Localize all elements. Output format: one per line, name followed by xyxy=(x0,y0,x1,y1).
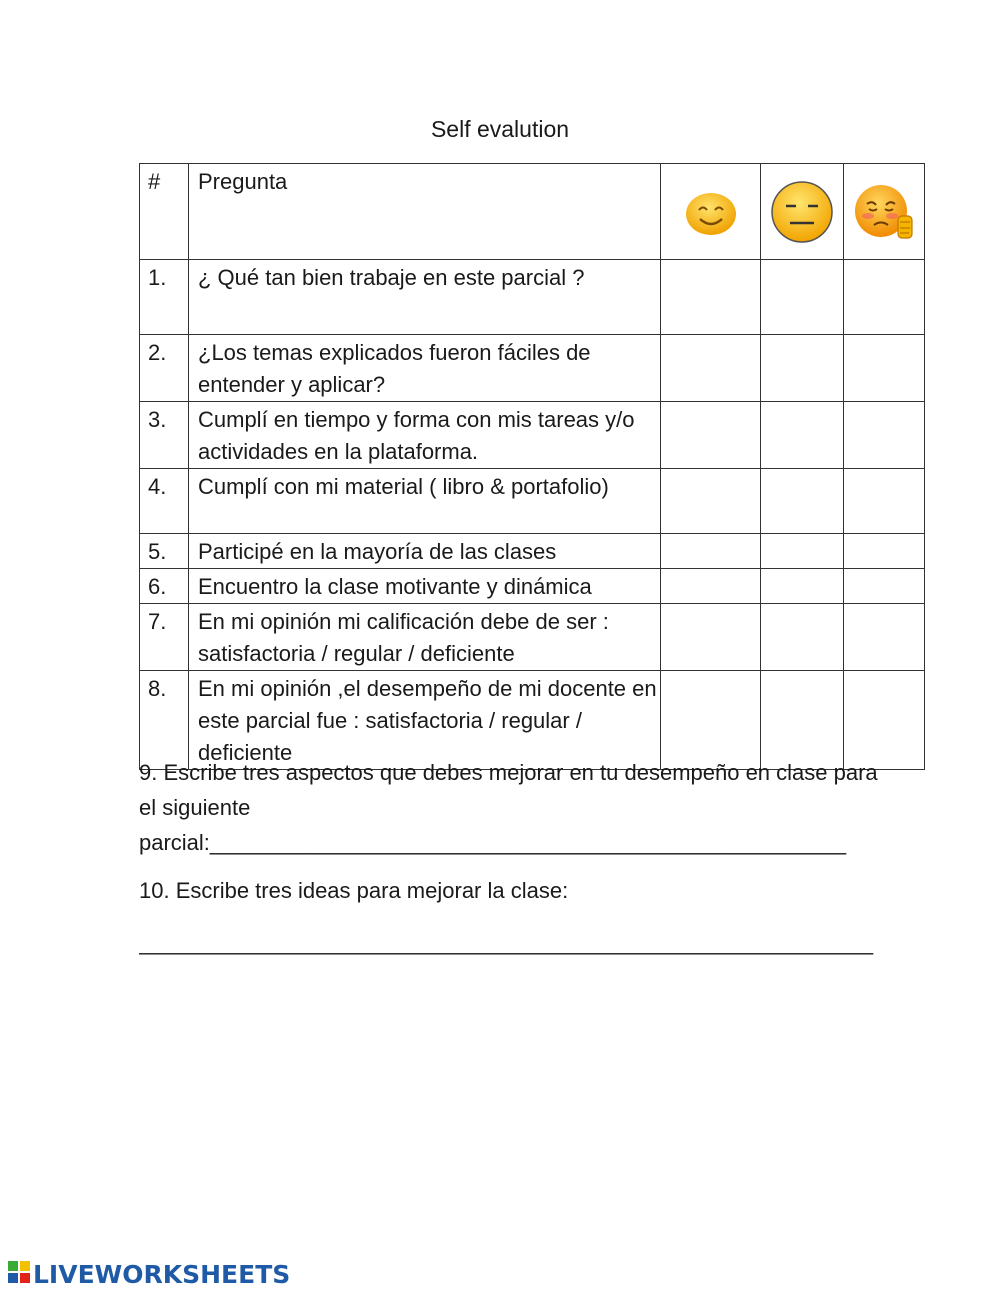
row-question: En mi opinión ,el desempeño de mi docente en este parcial fue : satisfactoria / regular / deficiente xyxy=(189,671,661,770)
row-number: 3. xyxy=(140,402,189,469)
row-question: Cumplí con mi material ( libro & portafolio) xyxy=(189,469,661,534)
answer-cell-neutral[interactable] xyxy=(761,469,844,534)
neutral-face-icon xyxy=(761,179,843,245)
table-row xyxy=(140,469,925,534)
row-number: 2. xyxy=(140,335,189,402)
table-row xyxy=(140,402,925,469)
row-number: 7. xyxy=(140,604,189,671)
header-face-neutral xyxy=(761,164,844,260)
question-9-prefix: parcial: xyxy=(139,830,210,855)
question-9-answer-blank[interactable]: ____________________________________________________ xyxy=(209,830,847,855)
liveworksheets-logo-icon xyxy=(8,1261,30,1288)
row-number: 8. xyxy=(140,671,189,770)
question-9-text: 9. Escribe tres aspectos que debes mejorar en tu desempeño en clase para el siguiente xyxy=(139,760,878,820)
answer-cell-sad[interactable] xyxy=(844,569,925,604)
row-number: 1. xyxy=(140,260,189,335)
header-face-sad xyxy=(844,164,925,260)
header-number: # xyxy=(140,164,189,260)
answer-cell-neutral[interactable] xyxy=(761,604,844,671)
page-title: Self evalution xyxy=(430,116,570,142)
brand-logo xyxy=(8,1258,290,1290)
answer-cell-sad[interactable] xyxy=(844,534,925,569)
brand-name: LIVEWORKSHEETS xyxy=(33,1259,291,1289)
table-row xyxy=(140,260,925,335)
header-face-happy xyxy=(661,164,761,260)
answer-cell-sad[interactable] xyxy=(844,402,925,469)
answer-cell-happy[interactable] xyxy=(661,604,761,671)
answer-cell-happy[interactable] xyxy=(661,534,761,569)
row-number: 5. xyxy=(140,534,189,569)
answer-cell-neutral[interactable] xyxy=(761,402,844,469)
question-10-answer-blank[interactable]: ____________________________________________________________ xyxy=(139,930,874,955)
row-question: Participé en la mayoría de las clases xyxy=(189,534,661,569)
row-question: ¿ Qué tan bien trabaje en este parcial ? xyxy=(189,260,661,335)
table-row xyxy=(140,569,925,604)
answer-cell-neutral[interactable] xyxy=(761,534,844,569)
row-question: En mi opinión mi calificación debe de ser : satisfactoria / regular / deficiente xyxy=(189,604,661,671)
row-question: ¿Los temas explicados fueron fáciles de entender y aplicar? xyxy=(189,335,661,402)
answer-cell-happy[interactable] xyxy=(661,335,761,402)
answer-cell-sad[interactable] xyxy=(844,260,925,335)
answer-cell-happy[interactable] xyxy=(661,469,761,534)
row-question: Cumplí en tiempo y forma con mis tareas y/o actividades en la plataforma. xyxy=(189,402,661,469)
evaluation-table xyxy=(139,163,925,770)
answer-cell-neutral[interactable] xyxy=(761,260,844,335)
answer-cell-happy[interactable] xyxy=(661,569,761,604)
answer-cell-neutral[interactable] xyxy=(761,569,844,604)
smiling-face-icon xyxy=(661,184,760,240)
table-row xyxy=(140,604,925,671)
row-question: Encuentro la clase motivante y dinámica xyxy=(189,569,661,604)
table-row xyxy=(140,335,925,402)
answer-cell-sad[interactable] xyxy=(844,335,925,402)
answer-cell-sad[interactable] xyxy=(844,604,925,671)
question-10-text: 10. Escribe tres ideas para mejorar la clase: xyxy=(139,878,569,903)
row-number: 4. xyxy=(140,469,189,534)
row-number: 6. xyxy=(140,569,189,604)
answer-cell-sad[interactable] xyxy=(844,469,925,534)
answer-cell-happy[interactable] xyxy=(661,402,761,469)
question-9 xyxy=(139,755,879,860)
sad-thumbs-down-face-icon xyxy=(844,180,924,244)
answer-cell-neutral[interactable] xyxy=(761,335,844,402)
table-header-row xyxy=(140,164,925,260)
header-question: Pregunta xyxy=(189,164,661,260)
answer-cell-happy[interactable] xyxy=(661,260,761,335)
table-row xyxy=(140,534,925,569)
